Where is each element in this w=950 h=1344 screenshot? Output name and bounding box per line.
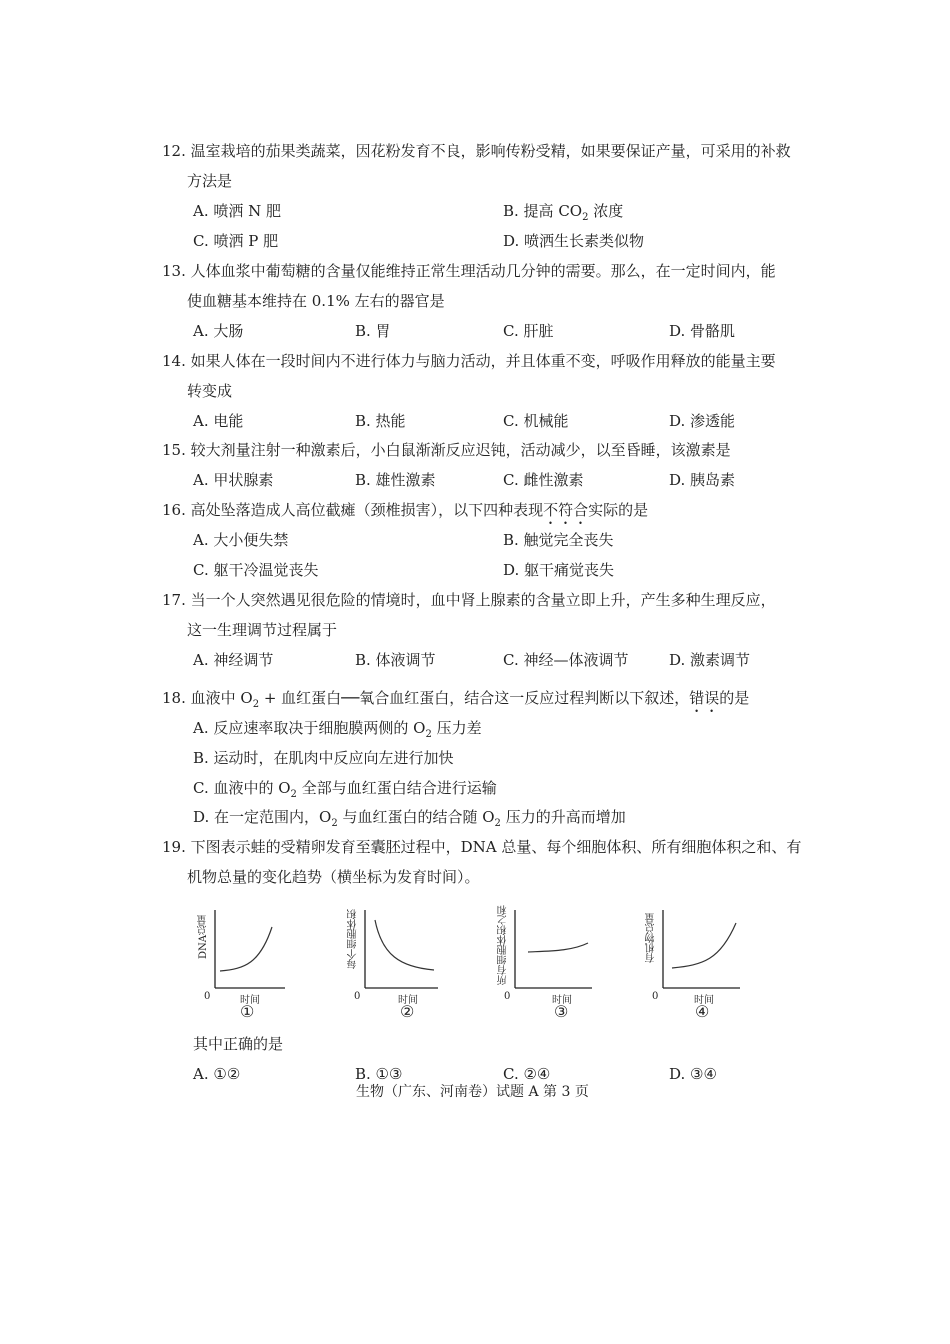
graph-2-origin: 0 (354, 991, 361, 1002)
graph-4-ylabel: 有机物总量 (646, 913, 657, 963)
graph-1-plot (200, 905, 320, 1005)
q19-option-a: A. ①② (193, 1065, 241, 1083)
q16-option-c: C. 躯干冷温觉丧失 (193, 561, 319, 579)
q15-option-d: D. 胰岛素 (669, 471, 736, 489)
q19-option-b: B. ①③ (355, 1065, 403, 1083)
graph-3-plot (500, 905, 620, 1005)
graph-4-plot (648, 905, 768, 1005)
q19-option-c: C. ②④ (503, 1065, 551, 1083)
graph-3-origin: 0 (504, 991, 511, 1002)
q18-option-c: C. 血液中的 $O_2$ 全部与血红蛋白结合进行运输 (193, 779, 497, 800)
graph-1-xlabel: 时间 (240, 995, 260, 1006)
q13-stem-line1: 13. 人体血浆中葡萄糖的含量仅能维持正常生理活动几分钟的需要。那么，在一定时间内，能 (162, 262, 776, 280)
q19-stem-line1: 19. 下图表示蛙的受精卵发育至囊胚过程中，DNA 总量、每个细胞体积、所有细胞体积之和、有 (162, 838, 802, 856)
q15-option-b: B. 雄性激素 (355, 471, 436, 489)
q12-stem-line1: 12. 温室栽培的茄果类蔬菜，因花粉发育不良，影响传粉受精，如果要保证产量，可采用的补救 (162, 142, 791, 160)
q18-stem: 18. 血液中 $O_2$ + 血红蛋白──氧合血红蛋白，结合这一反应过程判断以下叙述，错误的是 (162, 689, 750, 710)
q14-stem-line1: 14. 如果人体在一段时间内不进行体力与脑力活动，并且体重不变，呼吸作用释放的能量主要 (162, 352, 776, 370)
q15-stem: 15. 较大剂量注射一种激素后，小白鼠渐渐反应迟钝，活动减少，以至昏睡，该激素是 (162, 441, 731, 459)
graph-1-ylabel: DNA总量 (198, 915, 209, 959)
q13-option-d: D. 骨骼肌 (669, 322, 736, 340)
q19-question: 其中正确的是 (193, 1035, 284, 1053)
q15-option-c: C. 雌性激素 (503, 471, 584, 489)
graph-4 (648, 905, 768, 1025)
q18-option-b: B. 运动时，在肌肉中反应向左进行加快 (193, 749, 454, 767)
q12-option-b: B. 提高 $CO_2$ 浓度 (503, 202, 624, 223)
q17-option-c: C. 神经—体液调节 (503, 651, 629, 669)
q19-option-d: D. ③④ (669, 1065, 717, 1083)
q12-option-a: A. 喷洒 N 肥 (193, 202, 282, 220)
q14-option-b: B. 热能 (355, 412, 406, 430)
q14-option-d: D. 渗透能 (669, 412, 736, 430)
q15-option-a: A. 甲状腺素 (193, 471, 274, 489)
graph-1 (200, 905, 320, 1025)
graph-2-plot (350, 905, 470, 1005)
q17-option-b: B. 体液调节 (355, 651, 436, 669)
q16-option-a: A. 大小便失禁 (193, 531, 289, 549)
graph-3-ylabel: 所有细胞体积之和 (498, 905, 509, 985)
trend-curve (375, 920, 434, 970)
graph-4-number: ④ (695, 1002, 710, 1021)
graph-3 (500, 905, 620, 1025)
q16-stem: 16. 高处坠落造成人高位截瘫（颈椎损害），以下四种表现不符合实际的是 (162, 501, 649, 519)
q13-stem-line2: 使血糖基本维持在 0.1% 左右的器官是 (187, 292, 445, 310)
q13-option-a: A. 大肠 (193, 322, 244, 340)
trend-curve (528, 943, 588, 952)
q18-option-a: A. 反应速率取决于细胞膜两侧的 $O_2$ 压力差 (193, 719, 482, 740)
q17-stem-line1: 17. 当一个人突然遇见很危险的情境时，血中肾上腺素的含量立即上升，产生多种生理反应， (162, 591, 776, 609)
graph-3-xlabel: 时间 (552, 995, 572, 1006)
q18-option-d: D. 在一定范围内，$O_2$ 与血红蛋白的结合随 $O_2$ 压力的升高而增加 (193, 808, 626, 829)
graph-2-ylabel: 每个细胞体积 (348, 909, 359, 969)
q17-option-a: A. 神经调节 (193, 651, 274, 669)
q14-stem-line2: 转变成 (187, 382, 233, 400)
graph-1-origin: 0 (204, 991, 211, 1002)
q13-option-c: C. 肝脏 (503, 322, 554, 340)
q14-option-a: A. 电能 (193, 412, 244, 430)
trend-curve (220, 927, 272, 971)
graph-2-number: ② (400, 1002, 415, 1021)
graph-4-origin: 0 (652, 991, 659, 1002)
q16-option-d: D. 躯干痛觉丧失 (503, 561, 615, 579)
q12-option-c: C. 喷洒 P 肥 (193, 232, 279, 250)
q17-option-d: D. 激素调节 (669, 651, 751, 669)
q19-stem-line2: 机物总量的变化趋势（横坐标为发育时间）。 (187, 868, 480, 886)
q13-option-b: B. 胃 (355, 322, 391, 340)
graph-2-xlabel: 时间 (398, 995, 418, 1006)
q12-stem-line2: 方法是 (187, 172, 233, 190)
graph-1-number: ① (240, 1002, 255, 1021)
graph-3-number: ③ (554, 1002, 569, 1021)
trend-curve (672, 923, 736, 968)
q12-option-d: D. 喷洒生长素类似物 (503, 232, 645, 250)
page-footer: 生物（广东、河南卷）试题 A 第 3 页 (356, 1084, 589, 1100)
q14-option-c: C. 机械能 (503, 412, 569, 430)
graph-2 (350, 905, 470, 1025)
q17-stem-line2: 这一生理调节过程属于 (187, 621, 338, 639)
q16-option-b: B. 触觉完全丧失 (503, 531, 614, 549)
graph-4-xlabel: 时间 (694, 995, 714, 1006)
